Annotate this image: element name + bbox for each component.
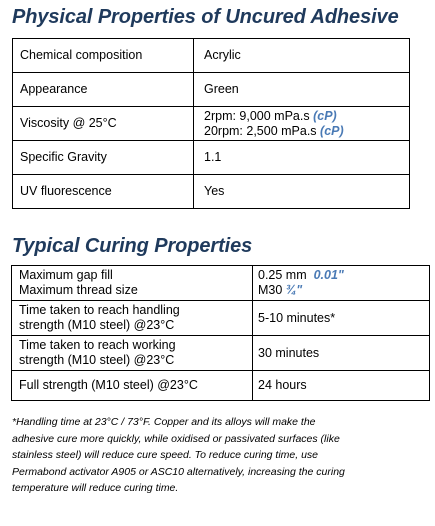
gap-fill-line [258, 268, 429, 283]
property-label: Specific Gravity [13, 141, 194, 175]
thread-size-value: M30 [258, 283, 283, 297]
property-label: Full strength (M10 steel) @23°C [12, 371, 253, 401]
gap-fill-value: 0.25 mm [258, 268, 307, 282]
property-value: Acrylic [194, 39, 410, 73]
physical-properties-table [12, 38, 410, 209]
table-row [13, 141, 410, 175]
property-label-cell [12, 336, 253, 371]
property-label-cell [12, 266, 253, 301]
property-value: Yes [194, 175, 410, 209]
table-row [13, 73, 410, 107]
table-row [13, 39, 410, 73]
table-row [12, 266, 430, 301]
property-label-line: Time taken to reach handling [19, 303, 180, 317]
property-value-cell [253, 266, 430, 301]
unit-label: ¾" [285, 283, 303, 297]
property-label: Chemical composition [13, 39, 194, 73]
property-label-line: strength (M10 steel) @23°C [19, 353, 175, 367]
property-value: 1.1 [194, 141, 410, 175]
unit-label: (cP) [313, 108, 337, 123]
table-row [13, 107, 410, 141]
unit-label: (cP) [320, 123, 344, 138]
physical-properties-title: Physical Properties of Uncured Adhesive [12, 6, 399, 28]
curing-properties-table [11, 265, 430, 401]
property-value: 24 hours [253, 371, 430, 401]
table-row [12, 336, 430, 371]
footnote-line: adhesive cure more quickly, while oxidised or passivated surfaces (like [12, 432, 340, 445]
table-row [12, 371, 430, 401]
property-label: Viscosity @ 25°C [13, 107, 194, 141]
footnote [12, 414, 430, 497]
gap-fill-label: Maximum gap fill [19, 268, 113, 282]
footnote-line: temperature will reduce curing time. [12, 482, 179, 494]
viscosity-value-cell [194, 107, 410, 141]
property-label: Appearance [13, 73, 194, 107]
property-value: Green [194, 73, 410, 107]
property-label-cell [12, 301, 253, 336]
curing-properties-title: Typical Curing Properties [12, 235, 253, 257]
thread-size-label: Maximum thread size [19, 283, 138, 297]
property-value: 5-10 minutes* [253, 301, 430, 336]
viscosity-20rpm-value: 20rpm: 2,500 mPa.s [204, 123, 317, 138]
viscosity-line-2 [204, 124, 409, 139]
viscosity-line-1 [204, 109, 409, 124]
footnote-line: stainless steel) will reduce cure speed. To reduce curing time, use [12, 449, 319, 461]
viscosity-2rpm-value: 2rpm: 9,000 mPa.s [204, 108, 310, 123]
property-label-line: strength (M10 steel) @23°C [19, 318, 175, 332]
footnote-line: *Handling time at 23°C / 73°F. Copper and its alloys will make the [12, 416, 316, 428]
property-label-line: Time taken to reach working [19, 338, 176, 352]
property-value: 30 minutes [253, 336, 430, 371]
footnote-line: Permabond activator A905 or ASC10 alternatively, increasing the curing [12, 465, 345, 478]
table-row [13, 175, 410, 209]
table-row [12, 301, 430, 336]
property-label: UV fluorescence [13, 175, 194, 209]
thread-size-line [258, 283, 429, 298]
unit-label: 0.01" [313, 268, 344, 282]
